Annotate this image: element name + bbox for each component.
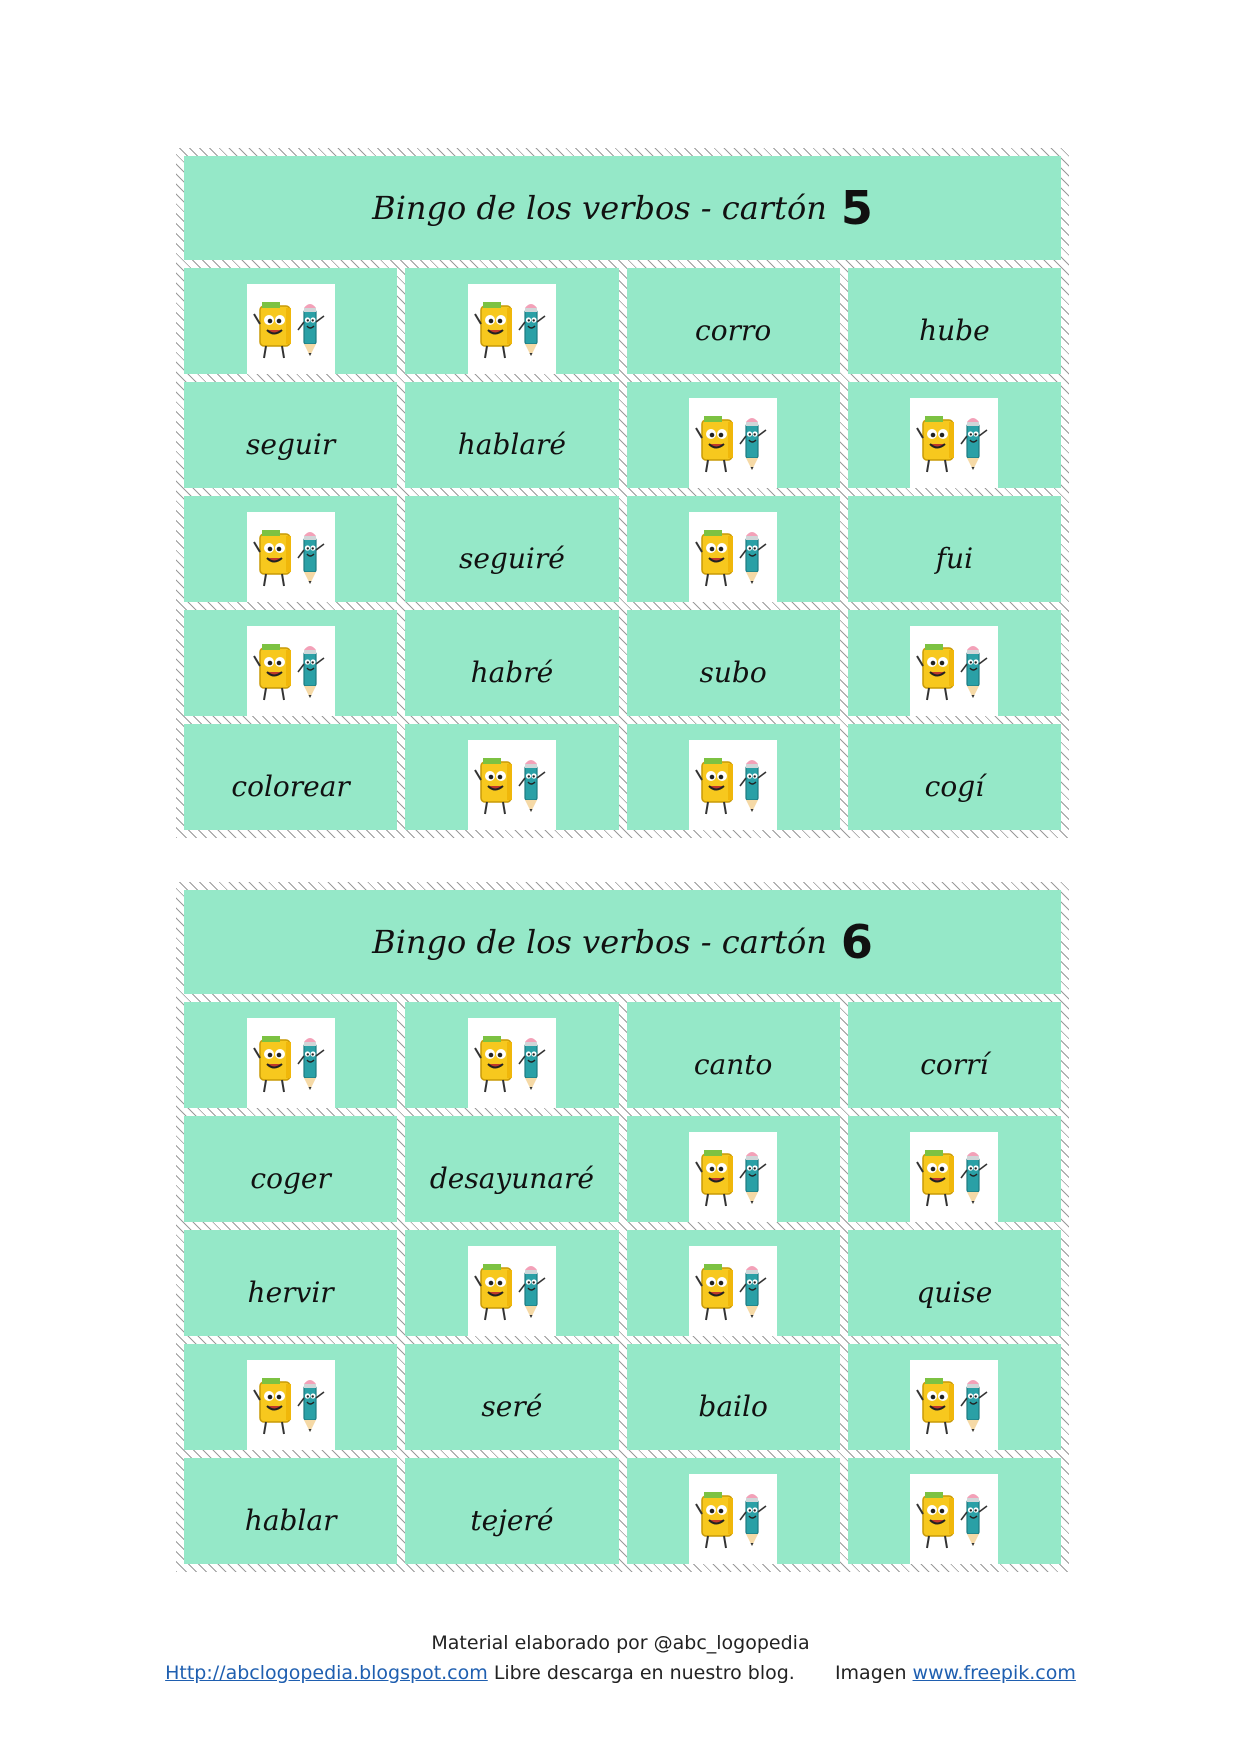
mascot-image <box>468 1246 556 1336</box>
bingo-cell-free <box>627 724 840 830</box>
image-credit-text: Imagen <box>834 1662 907 1684</box>
bingo-cell-free <box>184 1344 397 1450</box>
book-and-pencil-mascot-icon <box>692 516 774 598</box>
book-and-pencil-mascot-icon <box>471 744 553 826</box>
mascot-image <box>247 1360 335 1450</box>
card-title: Bingo de los verbos - cartón <box>372 189 827 227</box>
bingo-cell-free <box>184 1002 397 1108</box>
book-and-pencil-mascot-icon <box>692 744 774 826</box>
bingo-cell-word <box>405 610 618 716</box>
book-and-pencil-mascot-icon <box>913 1478 995 1560</box>
mascot-image <box>468 740 556 830</box>
bingo-cell-word <box>627 268 840 374</box>
bingo-cell-word <box>184 1458 397 1564</box>
bingo-grid <box>184 268 1061 830</box>
mascot-image <box>689 398 777 488</box>
book-and-pencil-mascot-icon <box>250 516 332 598</box>
book-and-pencil-mascot-icon <box>692 1250 774 1332</box>
bingo-card-5 <box>176 148 1069 838</box>
verb-word: seré <box>481 1389 543 1423</box>
card-number: 6 <box>840 915 873 969</box>
card-title: Bingo de los verbos - cartón <box>372 923 827 961</box>
verb-word: cogí <box>924 769 985 803</box>
book-and-pencil-mascot-icon <box>471 288 553 370</box>
bingo-cell-word <box>405 1344 618 1450</box>
book-and-pencil-mascot-icon <box>471 1250 553 1332</box>
mascot-image <box>689 1132 777 1222</box>
verb-word: fui <box>935 541 974 575</box>
bingo-cell-word <box>627 1344 840 1450</box>
book-and-pencil-mascot-icon <box>250 1364 332 1446</box>
book-and-pencil-mascot-icon <box>913 1136 995 1218</box>
bingo-cell-word <box>184 382 397 488</box>
bingo-cell-word <box>848 724 1061 830</box>
book-and-pencil-mascot-icon <box>692 1136 774 1218</box>
bingo-cell-free <box>405 268 618 374</box>
mascot-image <box>689 740 777 830</box>
bingo-cell-free <box>405 1230 618 1336</box>
verb-word: seguiré <box>458 541 565 575</box>
bingo-cell-word <box>405 496 618 602</box>
bingo-cell-word <box>405 382 618 488</box>
bingo-cell-free <box>848 1116 1061 1222</box>
bingo-grid <box>184 1002 1061 1564</box>
book-and-pencil-mascot-icon <box>913 402 995 484</box>
book-and-pencil-mascot-icon <box>692 402 774 484</box>
book-and-pencil-mascot-icon <box>913 1364 995 1446</box>
bingo-cell-free <box>848 610 1061 716</box>
bingo-card-6 <box>176 882 1069 1572</box>
mascot-image <box>910 398 998 488</box>
verb-word: hervir <box>247 1275 334 1309</box>
bingo-cell-free <box>627 1116 840 1222</box>
bingo-cell-word <box>627 1002 840 1108</box>
verb-word: hablaré <box>457 427 566 461</box>
verb-word: quise <box>916 1275 993 1309</box>
card-title-bar <box>184 156 1061 260</box>
bingo-cell-word <box>848 268 1061 374</box>
bingo-cell-free <box>184 496 397 602</box>
bingo-cell-word <box>184 1116 397 1222</box>
bingo-cell-word <box>405 1458 618 1564</box>
mascot-image <box>468 1018 556 1108</box>
blog-link[interactable]: Http://abclogopedia.blogspot.com <box>165 1662 488 1684</box>
bingo-cell-free <box>184 610 397 716</box>
book-and-pencil-mascot-icon <box>250 630 332 712</box>
card-title-bar <box>184 890 1061 994</box>
mascot-image <box>247 512 335 602</box>
verb-word: seguir <box>246 427 336 461</box>
bingo-cell-free <box>848 1458 1061 1564</box>
bingo-cell-word <box>405 1116 618 1222</box>
bingo-cell-free <box>405 724 618 830</box>
bingo-cell-free <box>627 1458 840 1564</box>
mascot-image <box>910 626 998 716</box>
verb-word: bailo <box>698 1389 768 1423</box>
bingo-cell-free <box>627 496 840 602</box>
mascot-image <box>468 284 556 374</box>
bingo-cell-word <box>848 1002 1061 1108</box>
freepik-link[interactable]: www.freepik.com <box>912 1662 1076 1684</box>
verb-word: canto <box>693 1047 773 1081</box>
book-and-pencil-mascot-icon <box>471 1022 553 1104</box>
card-number: 5 <box>840 181 873 235</box>
mascot-image <box>689 512 777 602</box>
mascot-image <box>910 1360 998 1450</box>
book-and-pencil-mascot-icon <box>250 1022 332 1104</box>
bingo-cell-word <box>627 610 840 716</box>
bingo-cell-free <box>405 1002 618 1108</box>
bingo-cell-free <box>848 1344 1061 1450</box>
verb-word: corro <box>695 313 772 347</box>
verb-word: subo <box>699 655 767 689</box>
verb-word: hablar <box>244 1503 337 1537</box>
verb-word: coger <box>250 1161 331 1195</box>
footer-credit: Material elaborado por @abc_logopedia <box>431 1632 810 1654</box>
footer-links-line <box>0 1658 1241 1688</box>
bingo-cell-free <box>184 268 397 374</box>
mascot-image <box>910 1474 998 1564</box>
bingo-cell-word <box>848 1230 1061 1336</box>
mascot-image <box>910 1132 998 1222</box>
mascot-image <box>689 1474 777 1564</box>
bingo-cell-free <box>848 382 1061 488</box>
verb-word: hube <box>919 313 990 347</box>
bingo-cell-word <box>848 496 1061 602</box>
book-and-pencil-mascot-icon <box>692 1478 774 1560</box>
verb-word: colorear <box>231 769 350 803</box>
mascot-image <box>247 284 335 374</box>
mascot-image <box>247 626 335 716</box>
verb-word: corrí <box>920 1047 989 1081</box>
mascot-image <box>247 1018 335 1108</box>
book-and-pencil-mascot-icon <box>913 630 995 712</box>
mascot-image <box>689 1246 777 1336</box>
download-text: Libre descarga en nuestro blog. <box>493 1662 795 1684</box>
bingo-cell-free <box>627 1230 840 1336</box>
verb-word: habré <box>470 655 554 689</box>
verb-word: tejeré <box>470 1503 554 1537</box>
bingo-cell-free <box>627 382 840 488</box>
verb-word: desayunaré <box>429 1161 594 1195</box>
bingo-cell-word <box>184 1230 397 1336</box>
footer <box>0 1628 1241 1688</box>
book-and-pencil-mascot-icon <box>250 288 332 370</box>
bingo-cell-word <box>184 724 397 830</box>
